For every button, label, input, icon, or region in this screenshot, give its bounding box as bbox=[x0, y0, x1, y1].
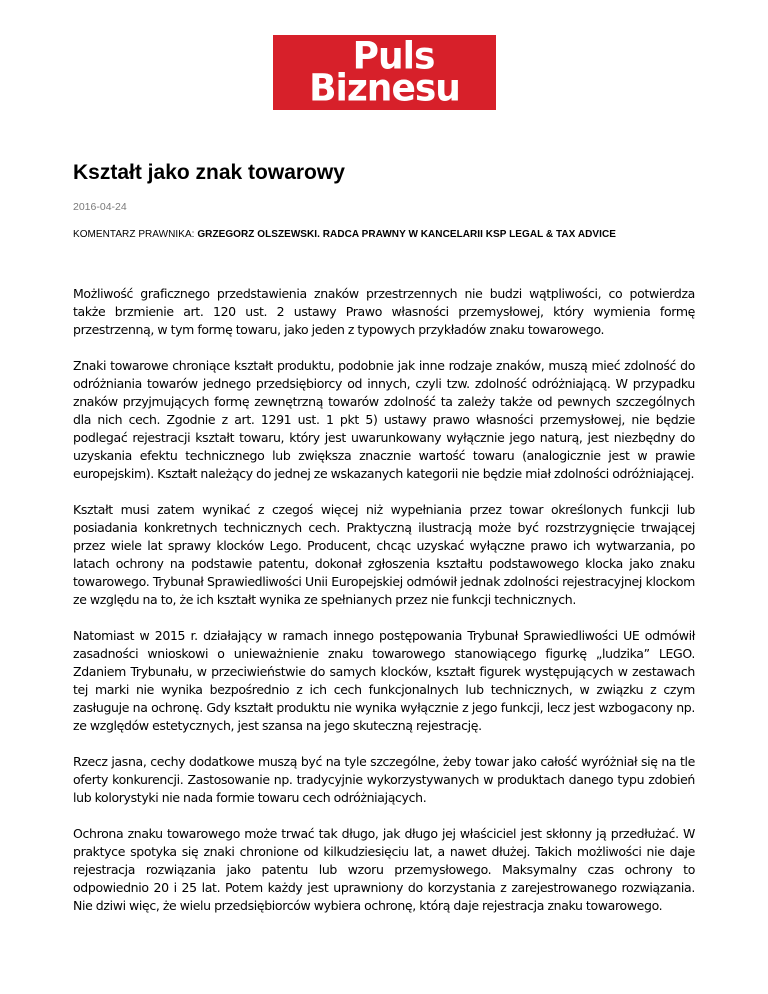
logo-text-puls: Puls bbox=[352, 35, 435, 78]
article-paragraph: Możliwość graficznego przedstawienia znaków przestrzennych nie budzi wątpliwości, co potwierdza także brzmienie art. 120 ust. 2 ustawy Prawo własności przemysłowej, który wymienia formę przestrzenną, w tym formę towaru, jako jeden z typowych przykładów znaku towarowego. bbox=[73, 286, 695, 337]
article-date: 2016-04-24 bbox=[73, 201, 127, 213]
article-paragraph: Natomiast w 2015 r. działający w ramach innego postępowania Trybunał Sprawiedliwości UE odmówił zasadności wnioskowi o unieważnienie znaku towarowego stanowiącego figurkę „ludzika” LEGO. Zdaniem Trybunału, w przeciwieństwie do samych klocków, kształt figurek występujących w zestawach tej marki nie wynika bezpośrednio z ich cech funkcjonalnych lub technicznych, w związku z czym zasługuje na ochronę. Gdy kształt produktu nie wynika wyłącznie z jego funkcji, lecz jest wzbogacony np. ze względów estetycznych, jest szansa na jego skuteczną rejestrację. bbox=[73, 628, 695, 733]
logo-text-biznesu: Biznesu bbox=[309, 66, 460, 110]
article-title: Kształt jako znak towarowy bbox=[73, 161, 345, 184]
article-paragraph: Kształt musi zatem wynikać z czegoś więcej niż wypełniania przez towar określonych funkcji lub posiadania konkretnych technicznych cech. Praktyczną ilustracją może być rozstrzygnięcie trwającej przez wiele lat sprawy klocków Lego. Producent, chcąc uzyskać wyłączne prawo ich wytwarzania, po latach ochrony na podstawie patentu, dokonał zgłoszenia kształtu podstawowego klocka jako znaku towarowego. Trybunał Sprawiedliwości Unii Europejskiej odmówił jednak zdolności rejestracyjnej klockom ze względu na to, że ich kształt wynika ze spełnianych przez nie funkcji technicznych. bbox=[73, 502, 695, 607]
lawyer-comment-line bbox=[73, 229, 616, 240]
comment-label: KOMENTARZ PRAWNIKA: bbox=[73, 229, 198, 240]
article-paragraph: Znaki towarowe chroniące kształt produktu, podobnie jak inne rodzaje znaków, muszą mieć zdolność do odróżniania towarów jednego przedsiębiorcy od innych, czyli tzw. zdolność odróżniającą. W przypadku znaków przyjmujących formę zewnętrzną towarów zdolność ta zależy także od pewnych szczególnych dla nich cech. Zgodnie z art. 1291 ust. 1 pkt 5) ustawy prawo własności przemysłowej, nie będzie podlegać rejestracji kształt towaru, który jest uwarunkowany wyłącznie jego naturą, jest niezbędny do uzyskania efektu technicznego lub zwiększa znacznie wartość towaru (analogicznie jest w prawie europejskim). Kształt należący do jednej ze wskazanych kategorii nie będzie miał zdolności odróżniającej. bbox=[73, 358, 695, 481]
comment-author: GRZEGORZ OLSZEWSKI. RADCA PRAWNY W KANCELARII KSP LEGAL & TAX ADVICE bbox=[197, 229, 616, 240]
article-paragraph: Ochrona znaku towarowego może trwać tak długo, jak długo jej właściciel jest skłonny ją przedłużać. W praktyce spotyka się znaki chronione od kilkudziesięciu lat, a nawet dłużej. Takich możliwości nie daje rejestracja rozwiązania jako patentu lub wzoru przemysłowego. Maksymalny czas ochrony to odpowiednio 20 i 25 lat. Potem każdy jest uprawniony do korzystania z zarejestrowanego rozwiązania. Nie dziwi więc, że wielu przedsiębiorców wybiera ochronę, którą daje rejestracja znaku towarowego. bbox=[73, 826, 695, 913]
puls-biznesu-logo bbox=[273, 35, 496, 110]
article-body bbox=[73, 285, 695, 933]
article-paragraph: Rzecz jasna, cechy dodatkowe muszą być na tyle szczególne, żeby towar jako całość wyróżniał się na tle oferty konkurencji. Zastosowanie np. tradycyjnie wykorzystywanych w produktach danego typu zdobień lub kolorystyki nie nada formie towaru cech odróżniających. bbox=[73, 754, 695, 805]
